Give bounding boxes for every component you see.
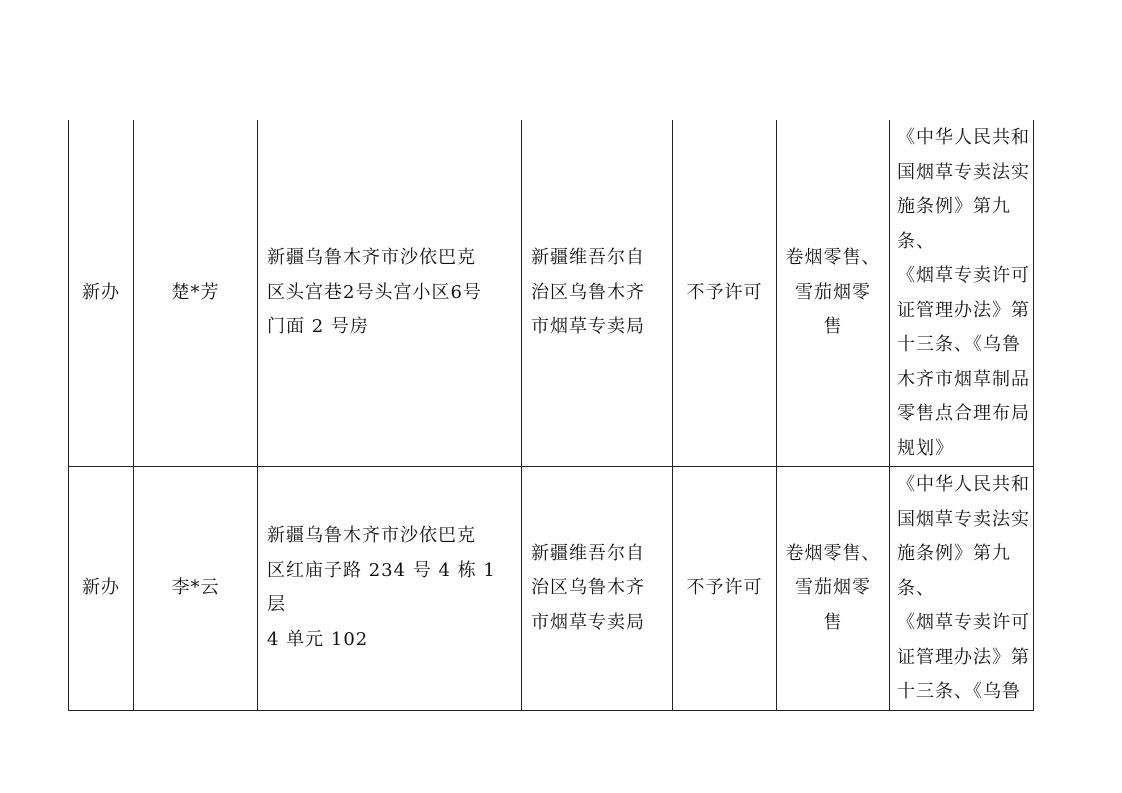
business-scope-cell: 卷烟零售、 雪茄烟零 售 [777,120,890,467]
decision-result-cell: 不予许可 [673,467,777,711]
application-type-cell: 新办 [69,120,134,467]
address-cell: 新疆乌鲁木齐市沙依巴克 区头宫巷2号头宫小区6号 门面 2 号房 [258,120,522,467]
applicant-name-cell: 楚*芳 [134,120,258,467]
table-row [69,467,1034,711]
records-table [68,120,1034,711]
legal-basis-cell: 《中华人民共和 国烟草专卖法实 施条例》第九条、 《烟草专卖许可 证管理办法》第 十三条、《乌鲁 木齐市烟草制品 零售点合理布局 规划》 [890,120,1034,467]
address-cell: 新疆乌鲁木齐市沙依巴克 区红庙子路 234 号 4 栋 1 层 4 单元 102 [258,467,522,711]
application-type-cell: 新办 [69,467,134,711]
decision-result-cell: 不予许可 [673,120,777,467]
authority-cell: 新疆维吾尔自 治区乌鲁木齐 市烟草专卖局 [522,467,673,711]
business-scope-cell: 卷烟零售、 雪茄烟零 售 [777,467,890,711]
applicant-name-cell: 李*云 [134,467,258,711]
table-row [69,120,1034,467]
legal-basis-cell: 《中华人民共和 国烟草专卖法实 施条例》第九条、 《烟草专卖许可 证管理办法》第 十三条、《乌鲁 [890,467,1034,711]
authority-cell: 新疆维吾尔自 治区乌鲁木齐 市烟草专卖局 [522,120,673,467]
